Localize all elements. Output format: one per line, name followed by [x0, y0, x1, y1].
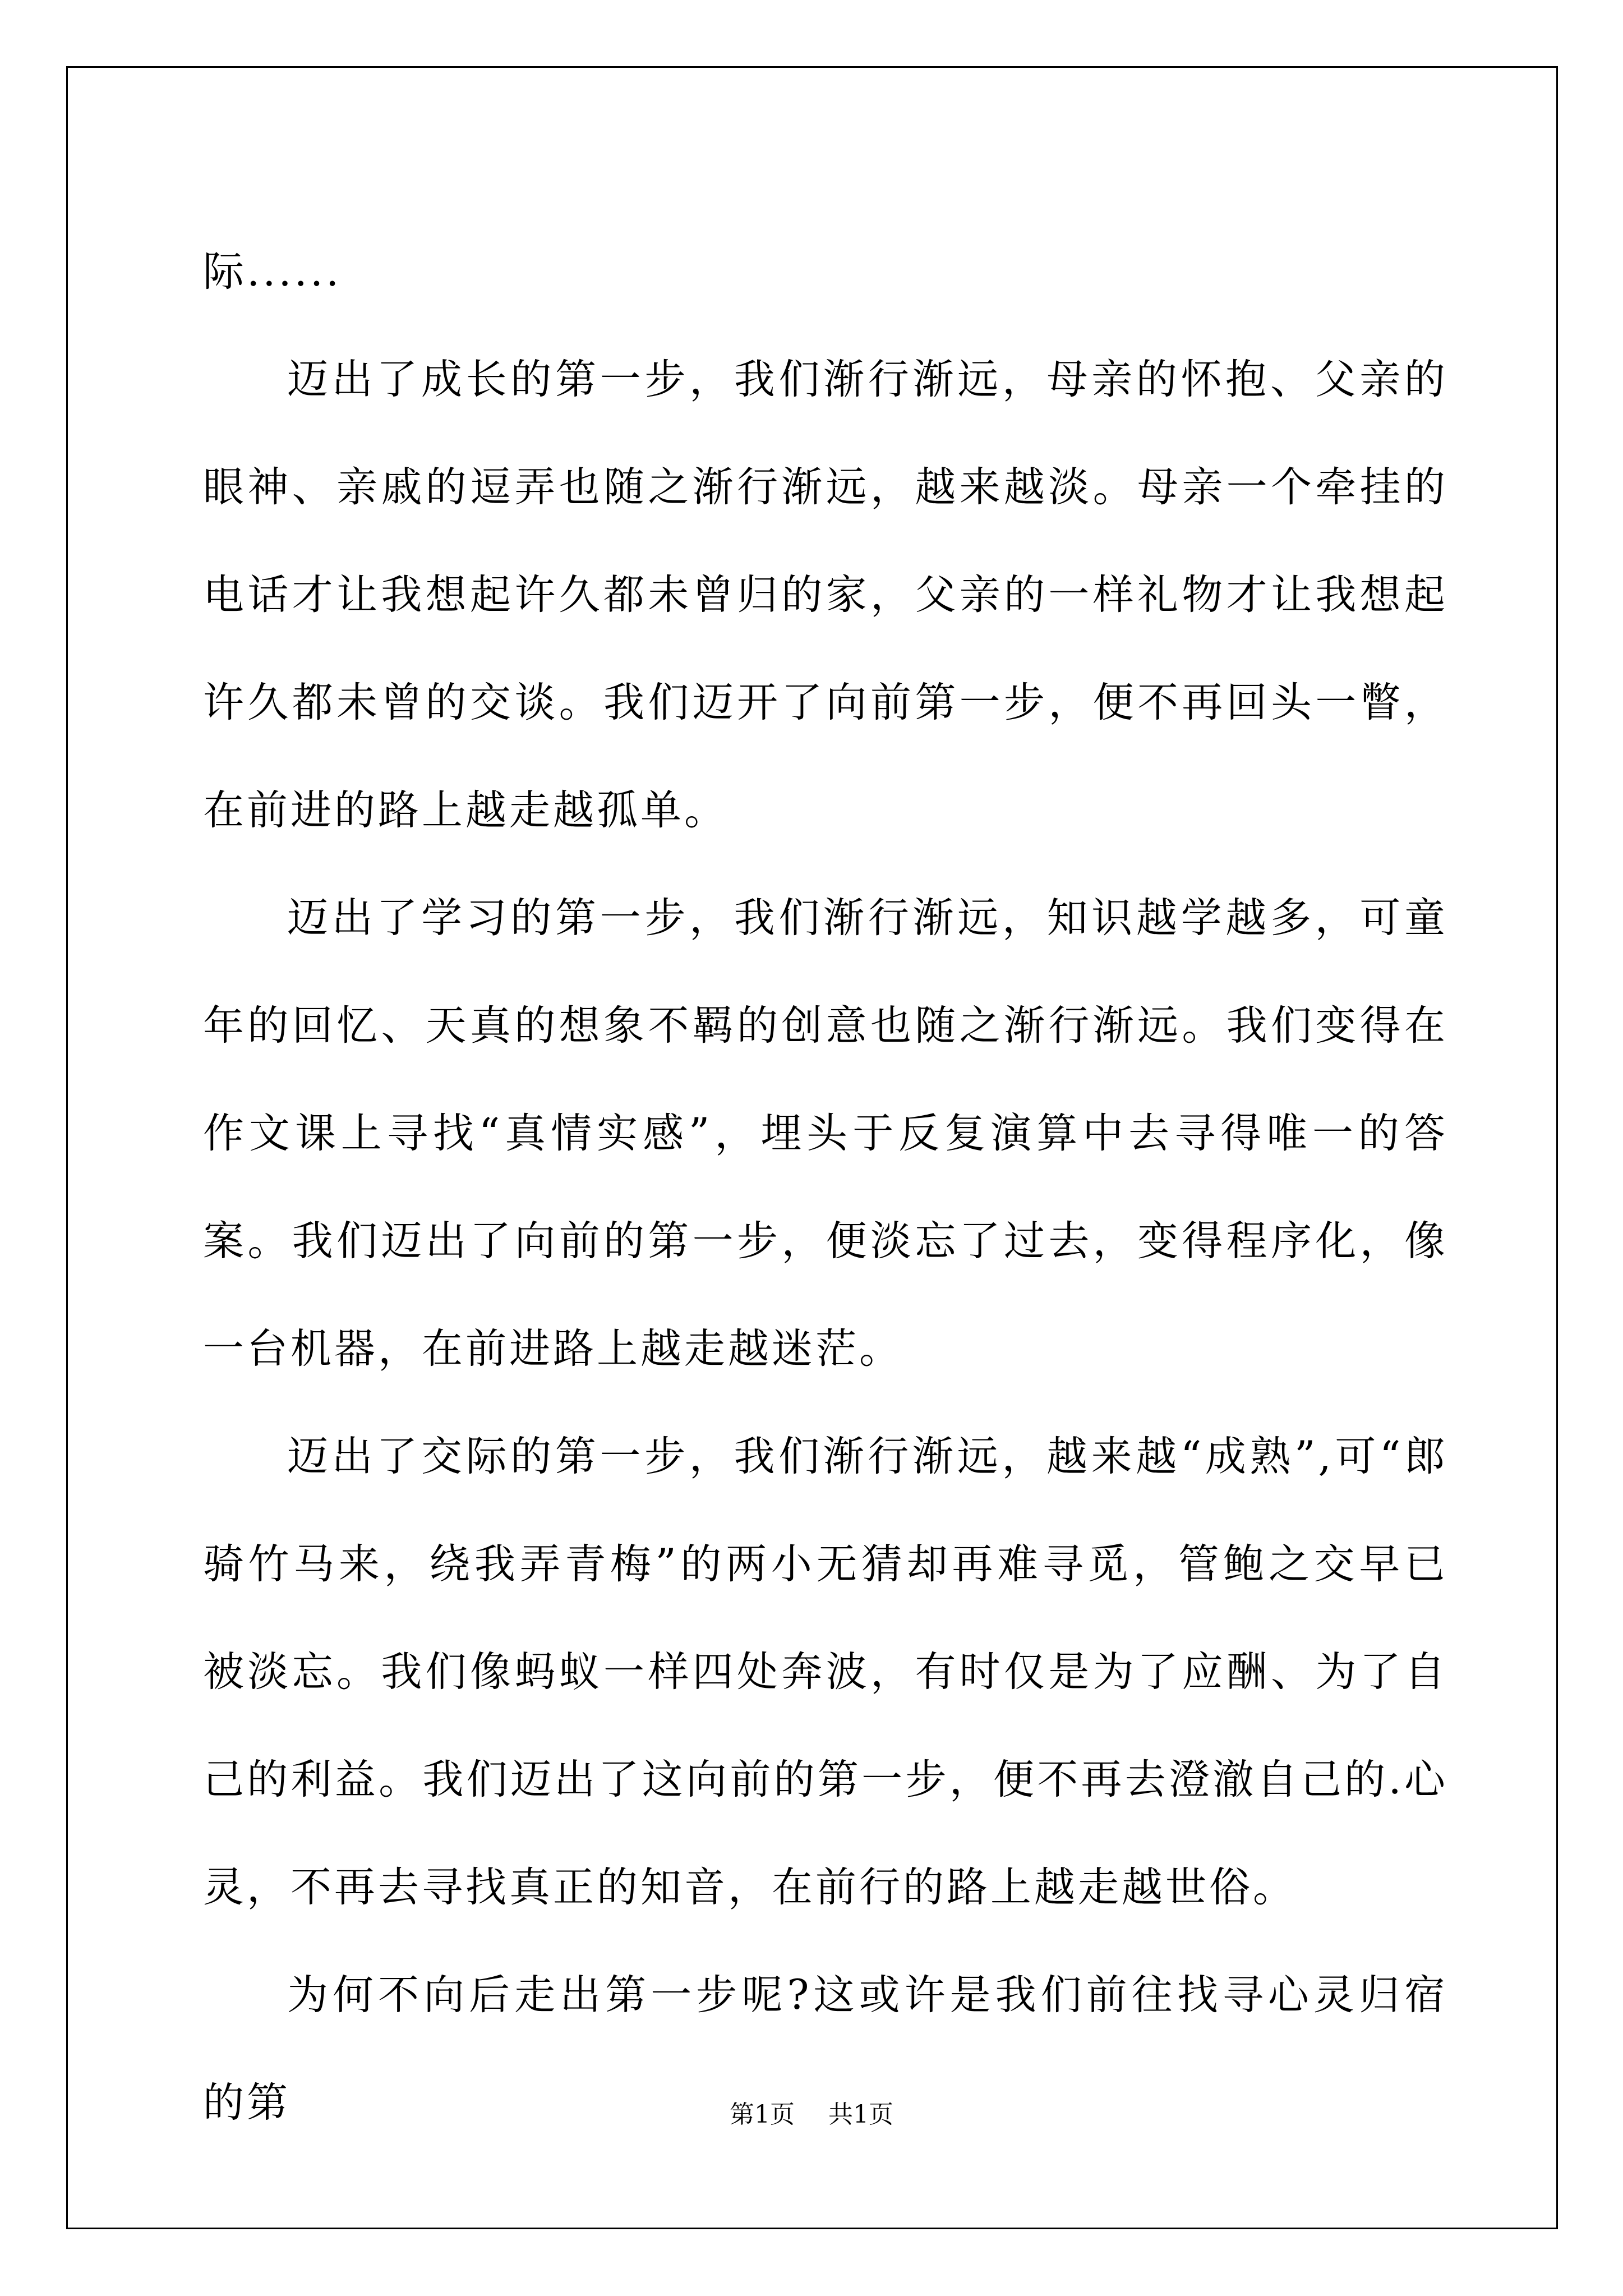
page-number: 第1页 [730, 2100, 795, 2129]
page-footer [0, 2098, 1623, 2132]
paragraph-continuation: 际...... [203, 248, 342, 296]
paragraph-study: 迈出了学习的第一步，我们渐行渐远，知识越学越多，可童年的回忆、天真的想象不羁的创意也随之渐行渐远。我们变得在作文课上寻找“真情实感”，埋头于反复演算中去寻得唯一的答案。我们迈出了向前的第一步，便淡忘了过去，变得程序化，像一台机器，在前进路上越走越迷茫。 [203, 894, 1448, 1373]
paragraph-growth: 迈出了成长的第一步，我们渐行渐远，母亲的怀抱、父亲的眼神、亲戚的逗弄也随之渐行渐远，越来越淡。母亲一个牵挂的电话才让我想起许久都未曾归的家，父亲的一样礼物才让我想起许久都未曾的交谈。我们迈开了向前第一步，便不再回头一瞥，在前进的路上越走越孤单。 [203, 356, 1448, 834]
document-body [203, 218, 1448, 2157]
page-total: 共1页 [828, 2100, 893, 2129]
paragraph-social: 迈出了交际的第一步，我们渐行渐远，越来越“成熟”,可“郎骑竹马来，绕我弄青梅”的两小无猜却再难寻觅，管鲍之交早已被淡忘。我们像蚂蚁一样四处奔波，有时仅是为了应酬、为了自己的利益。我们迈出了这向前的第一步，便不再去澄澈自己的.心灵，不再去寻找真正的知音，在前行的路上越走越世俗。 [203, 1433, 1448, 1911]
paragraph-question: 为何不向后走出第一步呢?这或许是我们前往找寻心灵归宿的第 [203, 1971, 1448, 2127]
